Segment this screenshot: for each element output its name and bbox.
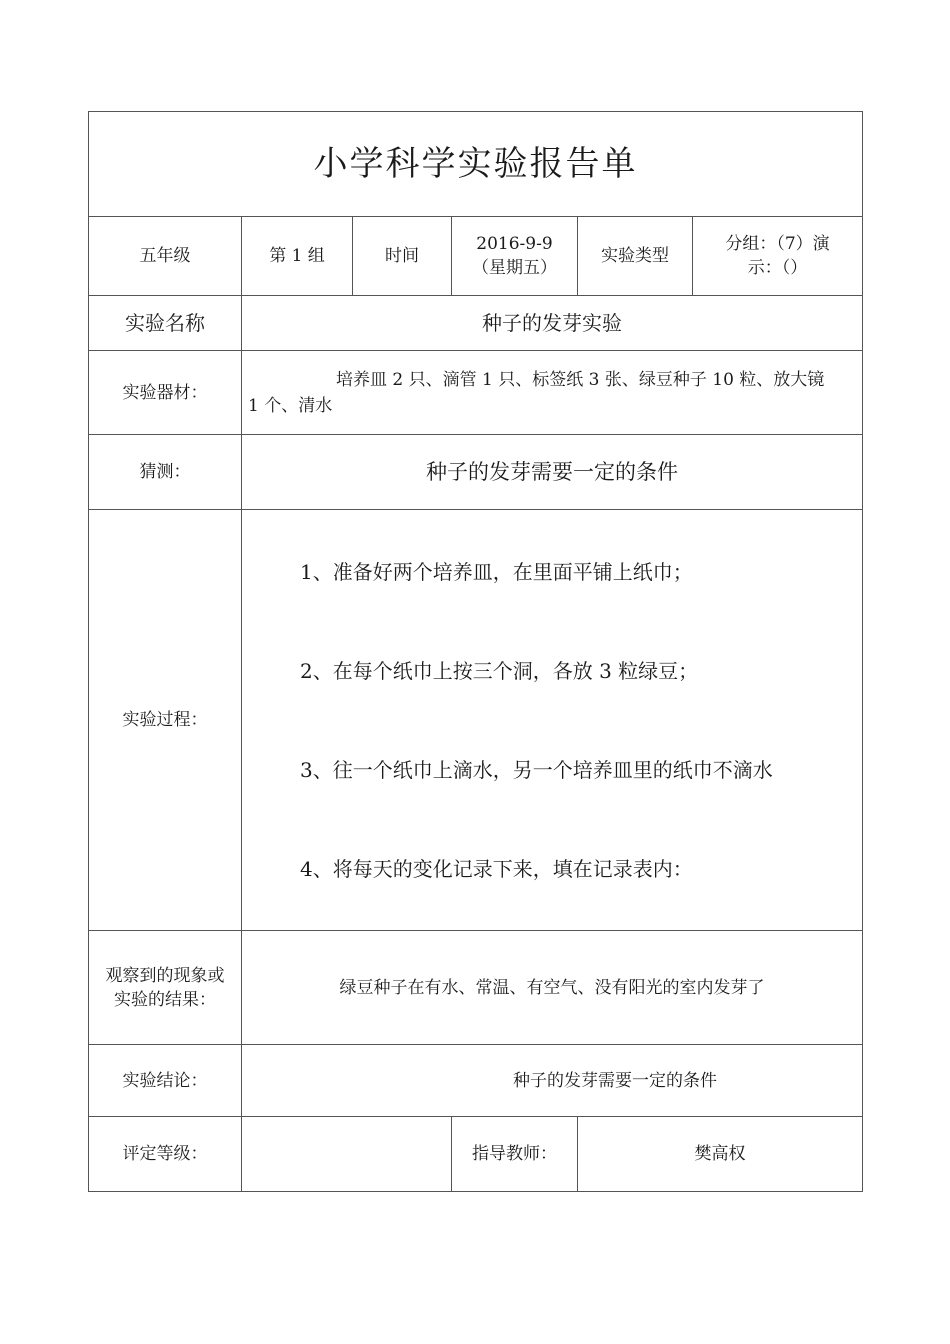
observation-label-line1: 观察到的现象或 <box>105 965 225 986</box>
rating-value <box>242 1117 452 1192</box>
name-row <box>89 296 863 351</box>
footer-row <box>89 1117 863 1192</box>
equipment-text1: 培养皿 2 只、滴管 1 只、标签纸 3 张、绿豆种子 10 粒、放大镜 <box>336 369 825 390</box>
process-step-1: 1、准备好两个培养皿，在里面平铺上纸巾； <box>300 559 693 584</box>
grade-cell: 五年级 <box>89 217 242 296</box>
process-step-2: 2、在每个纸巾上按三个洞，各放 3 粒绿豆； <box>300 658 699 683</box>
report-title: 小学科学实验报告单 <box>89 112 863 217</box>
process-step-3: 3、往一个纸巾上滴水，另一个培养皿里的纸巾不滴水 <box>300 757 773 782</box>
teacher-name: 樊高权 <box>578 1117 863 1192</box>
equipment-line2: 1 个、清水 <box>248 395 333 416</box>
process-steps <box>242 510 863 931</box>
equipment-line1 <box>248 367 856 393</box>
date-cell <box>452 217 578 296</box>
conclusion-row <box>89 1045 863 1117</box>
guess-label: 猜测： <box>89 435 242 510</box>
group-cell: 第 1 组 <box>242 217 353 296</box>
guess-row <box>89 435 863 510</box>
teacher-label: 指导教师： <box>452 1117 578 1192</box>
experiment-report-table <box>88 111 863 1192</box>
weekday-value: （星期五） <box>472 258 557 278</box>
observation-row <box>89 931 863 1045</box>
name-value: 种子的发芽实验 <box>242 296 863 351</box>
equipment-row <box>89 351 863 435</box>
conclusion-label: 实验结论： <box>89 1045 242 1117</box>
experiment-type-value <box>693 217 863 296</box>
experiment-type-label: 实验类型 <box>578 217 693 296</box>
type-value-line2: 示：（） <box>747 258 808 278</box>
observation-value: 绿豆种子在有水、常温、有空气、没有阳光的室内发芽了 <box>242 931 863 1045</box>
info-row <box>89 217 863 296</box>
process-label: 实验过程： <box>89 510 242 931</box>
rating-label: 评定等级： <box>89 1117 242 1192</box>
type-value-line1: 分组：（7）演 <box>725 234 830 254</box>
observation-label-line2: 实验的结果： <box>114 989 216 1010</box>
process-step-4: 4、将每天的变化记录下来，填在记录表内： <box>300 856 693 881</box>
date-value: 2016-9-9 <box>476 234 553 254</box>
equipment-value <box>242 351 863 435</box>
time-label: 时间 <box>353 217 452 296</box>
conclusion-value: 种子的发芽需要一定的条件 <box>242 1045 863 1117</box>
process-row <box>89 510 863 931</box>
equipment-label: 实验器材： <box>89 351 242 435</box>
guess-value: 种子的发芽需要一定的条件 <box>242 435 863 510</box>
title-row <box>89 112 863 217</box>
name-label: 实验名称 <box>89 296 242 351</box>
observation-label <box>89 931 242 1045</box>
